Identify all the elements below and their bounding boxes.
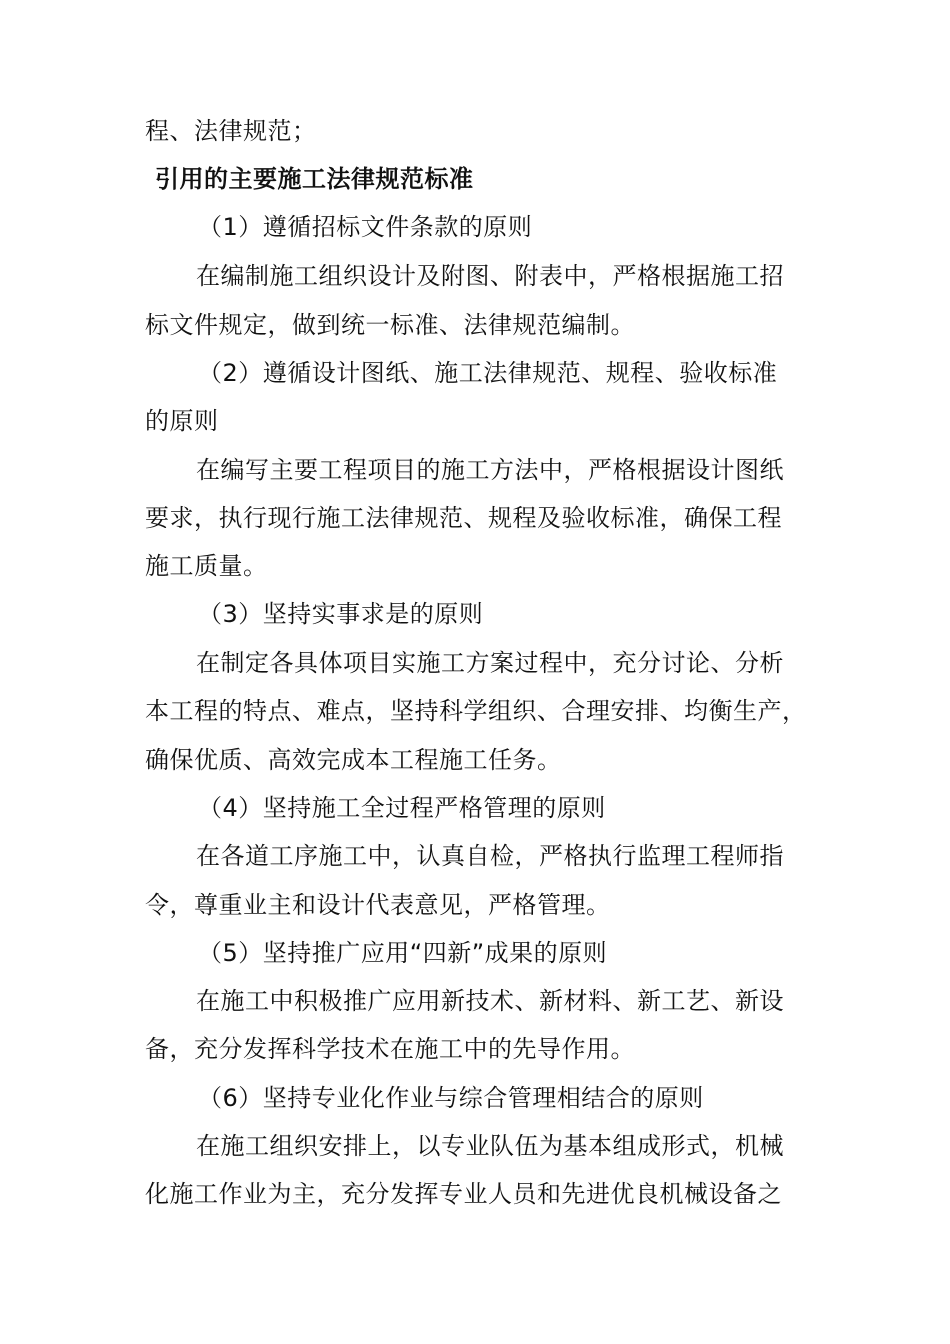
principle-3-paragraph-line-2: 本工程的特点、难点，坚持科学组织、合理安排、均衡生产， bbox=[145, 697, 807, 725]
principle-3-paragraph-line-3: 确保优质、高效完成本工程施工任务。 bbox=[145, 746, 562, 774]
principle-3-heading: （3）坚持实事求是的原则 bbox=[198, 600, 484, 628]
principle-4-paragraph-line-2: 令，尊重业主和设计代表意见，严格管理。 bbox=[145, 891, 611, 919]
principle-4-heading: （4）坚持施工全过程严格管理的原则 bbox=[198, 794, 606, 822]
principle-6-paragraph-line-1: 在施工组织安排上，以专业队伍为基本组成形式，机械 bbox=[196, 1132, 784, 1160]
principle-5-paragraph-line-1: 在施工中积极推广应用新技术、新材料、新工艺、新设 bbox=[196, 987, 784, 1015]
principle-2-heading-line-2: 的原则 bbox=[145, 407, 219, 435]
principle-2-paragraph-line-2: 要求，执行现行施工法律规范、规程及验收标准，确保工程 bbox=[145, 504, 782, 532]
principle-5-paragraph-line-2: 备，充分发挥科学技术在施工中的先导作用。 bbox=[145, 1035, 635, 1063]
principle-1-heading: （1）遵循招标文件条款的原则 bbox=[198, 213, 533, 241]
section-heading: 引用的主要施工法律规范标准 bbox=[155, 165, 474, 193]
principle-2-heading-line-1: （2）遵循设计图纸、施工法律规范、规程、验收标准 bbox=[198, 359, 778, 387]
principle-4-paragraph-line-1: 在各道工序施工中，认真自检，严格执行监理工程师指 bbox=[196, 842, 784, 870]
principle-6-paragraph-line-2: 化施工作业为主，充分发挥专业人员和先进优良机械设备之 bbox=[145, 1180, 782, 1208]
principle-3-paragraph-line-1: 在制定各具体项目实施工方案过程中，充分讨论、分析 bbox=[196, 649, 784, 677]
principle-1-paragraph-line-2: 标文件规定，做到统一标准、法律规范编制。 bbox=[145, 311, 635, 339]
principle-5-heading: （5）坚持推广应用“四新”成果的原则 bbox=[198, 939, 608, 967]
continuation-line: 程、法律规范； bbox=[145, 117, 317, 145]
principle-2-paragraph-line-3: 施工质量。 bbox=[145, 552, 268, 580]
principle-2-paragraph-line-1: 在编写主要工程项目的施工方法中，严格根据设计图纸 bbox=[196, 456, 784, 484]
principle-6-heading: （6）坚持专业化作业与综合管理相结合的原则 bbox=[198, 1084, 704, 1112]
principle-1-paragraph-line-1: 在编制施工组织设计及附图、附表中，严格根据施工招 bbox=[196, 262, 784, 290]
